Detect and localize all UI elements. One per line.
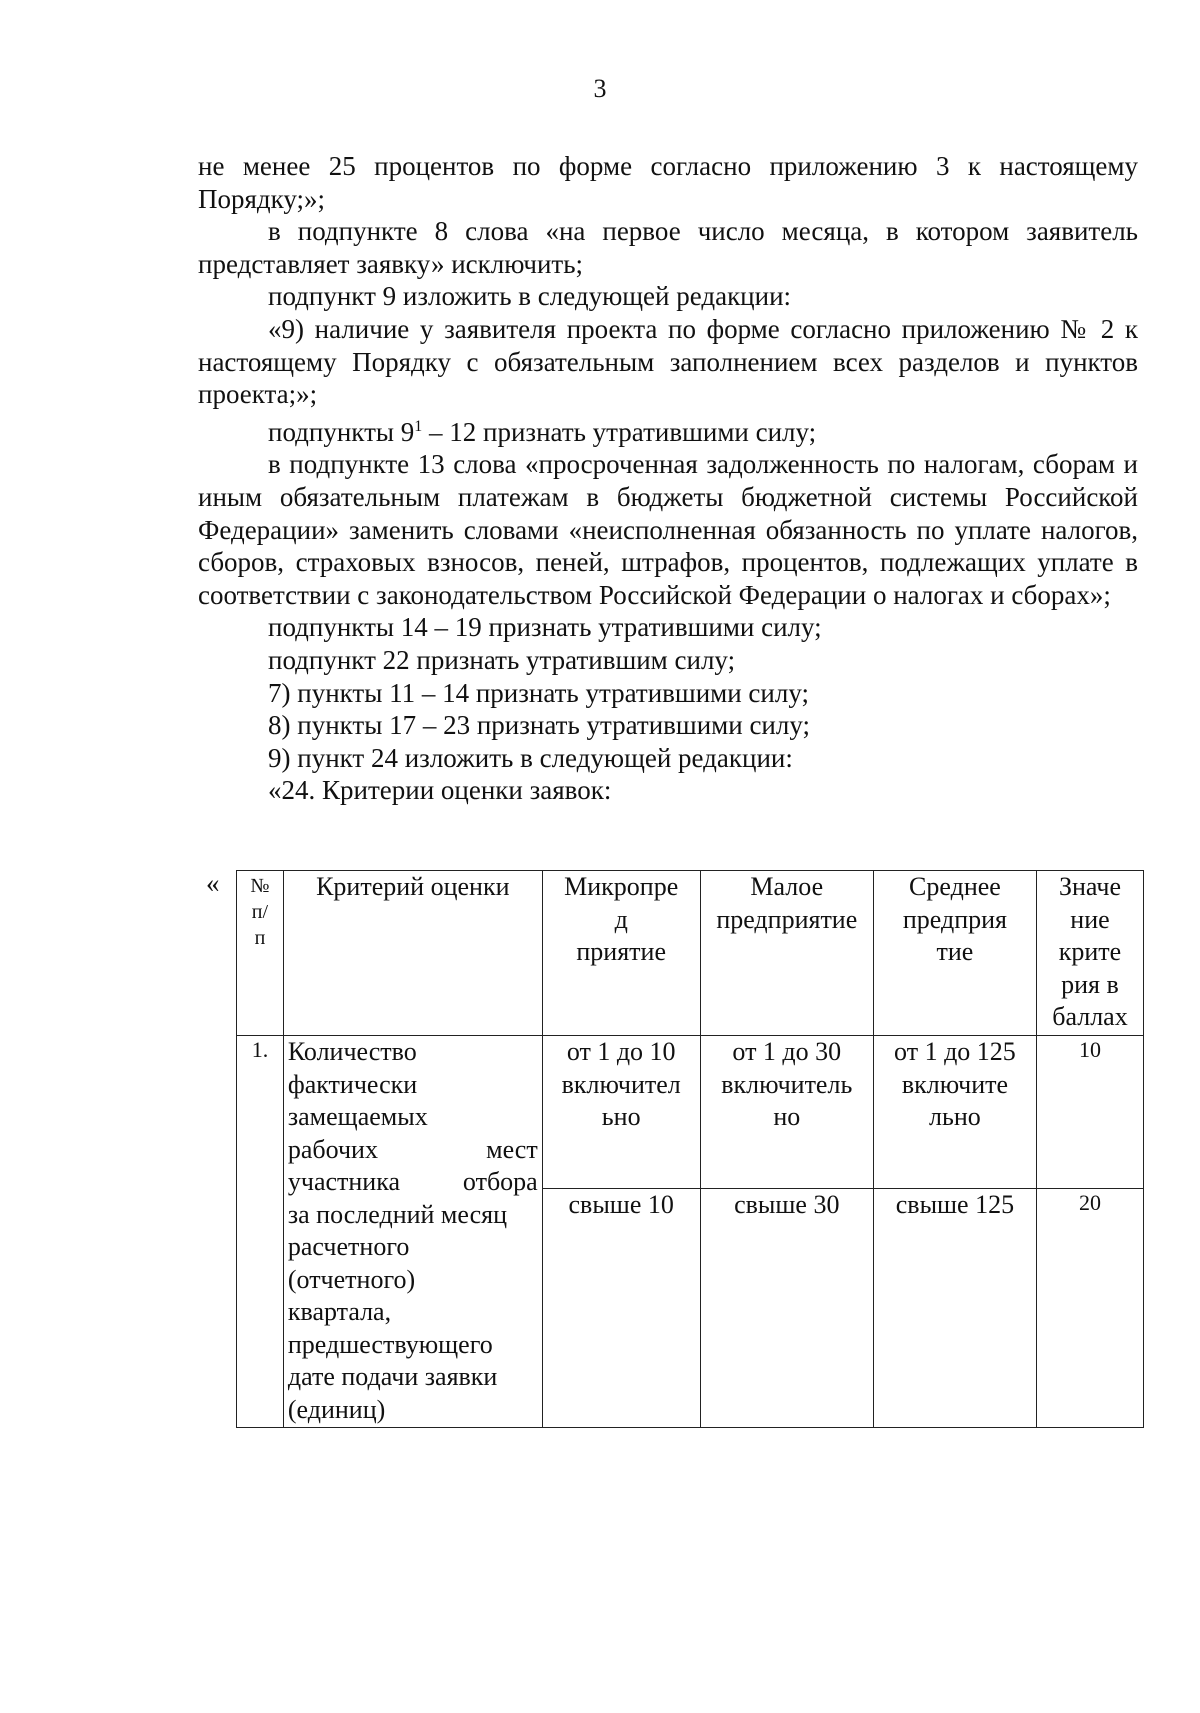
paragraph-p12: «24. Критерии оценки заявок: [268, 775, 612, 806]
micro-condition: свыше 10 [542, 1189, 700, 1428]
header-medium-line: Среднее [909, 872, 1001, 901]
paragraph-p11: 9) пункт 24 изложить в следующей редакции: [268, 742, 793, 773]
paragraph-p10: 8) пункты 17 – 23 признать утратившими силу; [268, 710, 810, 741]
paragraph-p9: 7) пункты 11 – 14 признать утратившими силу; [268, 677, 809, 708]
header-points [1036, 871, 1143, 1036]
superscript: 1 [414, 417, 423, 435]
header-number-line: п/ [251, 901, 269, 923]
paragraph-p5-after: – 12 признать утратившими силу; [422, 416, 817, 447]
header-medium [873, 871, 1036, 1036]
header-micro-line: Микропре [564, 872, 679, 901]
paragraph-p5-before: подпункты 9 [268, 416, 415, 447]
medium-condition: свыше 125 [873, 1189, 1036, 1428]
table-row [237, 1036, 1144, 1189]
small-condition: свыше 30 [700, 1189, 873, 1428]
criterion-line: (единиц) [287, 1394, 386, 1424]
paragraph-p2: в подпункте 8 слова «на первое число месяца, в котором заявитель представляет заявку» исключить; [198, 216, 1138, 279]
header-micro [542, 871, 700, 1036]
criterion-line: расчетного [287, 1232, 410, 1261]
header-small [700, 871, 873, 1036]
criterion-line: (отчетного) [287, 1264, 416, 1294]
page-number: 3 [593, 74, 607, 103]
paragraph-p3: подпункт 9 изложить в следующей редакции: [268, 281, 792, 312]
criterion-line: предшествующего [287, 1329, 493, 1359]
small-condition-line: включитель [721, 1069, 853, 1099]
table-opening-quote: « [206, 868, 220, 898]
medium-condition-line: включите [901, 1069, 1009, 1099]
micro-condition [542, 1036, 700, 1189]
header-medium-line: тие [936, 937, 974, 966]
header-micro-line: д [614, 904, 628, 934]
criterion-line: фактически [287, 1069, 418, 1099]
header-number-line: п [254, 927, 266, 949]
small-condition-line: но [773, 1102, 801, 1131]
header-medium-line: предприя [902, 904, 1007, 934]
header-points-line: Значе [1058, 872, 1121, 901]
medium-condition-line: льно [929, 1102, 981, 1131]
criterion-line: за последний месяц [287, 1199, 507, 1229]
header-points-line: баллах [1052, 1002, 1128, 1031]
criterion-line: Количество [287, 1037, 417, 1066]
small-condition-line: от 1 до 30 [732, 1037, 842, 1066]
paragraph-p8: подпункт 22 признать утратившим силу; [268, 644, 736, 675]
criteria-table [236, 870, 1144, 1428]
header-criterion: Критерий оценки [283, 871, 542, 1036]
paragraph-p5 [198, 411, 1138, 449]
table-header-row [237, 871, 1144, 1036]
criterion-line: рабочих мест [287, 1134, 538, 1164]
header-points-line: ние [1070, 904, 1110, 934]
points-value: 10 [1036, 1036, 1143, 1189]
header-points-line: крите [1058, 937, 1122, 966]
criterion-line: замещаемых [287, 1102, 428, 1131]
header-small-line: предприятие [716, 904, 858, 934]
micro-condition-line: от 1 до 10 [566, 1037, 676, 1066]
criterion-line: дате подачи заявки [287, 1362, 498, 1391]
criterion-line: участника отбора [287, 1167, 538, 1196]
criterion-line: квартала, [287, 1297, 392, 1326]
medium-condition [873, 1036, 1036, 1189]
header-small-line: Малое [750, 872, 824, 901]
paragraph-p7: подпункты 14 – 19 признать утратившими силу; [268, 612, 822, 643]
medium-condition-line: от 1 до 125 [894, 1037, 1016, 1066]
small-condition [700, 1036, 873, 1189]
points-value: 20 [1036, 1189, 1143, 1428]
criterion-text [283, 1036, 542, 1428]
paragraph-p4: «9) наличие у заявителя проекта по форме согласно приложению № 2 к настоящему Порядку с обязательным заполнением всех разделов и пунктов проекта;»; [198, 313, 1138, 410]
micro-condition-line: включител [561, 1069, 681, 1099]
header-points-line: рия в [1061, 969, 1119, 999]
paragraph-p6: в подпункте 13 слова «просроченная задолженность по налогам, сборам и иным обязательным платежам в бюджеты бюджетной системы Российской Федерации» заменить словами «неисполненная обязанность по уплате налогов, сборов, страховых взносов, пеней, штрафов, процентов, подлежащих уплате в соответствии с законодательством Российской Федерации о налогах и сборах»; [198, 449, 1138, 610]
micro-condition-line: ьно [601, 1102, 641, 1131]
header-number-line: № [250, 875, 270, 897]
document-body [198, 150, 1138, 807]
paragraph-p1: не менее 25 процентов по форме согласно приложению 3 к настоящему Порядку;»; [198, 151, 1138, 214]
header-number [237, 871, 284, 1036]
row-number: 1. [237, 1036, 284, 1428]
header-micro-line: приятие [576, 937, 666, 966]
